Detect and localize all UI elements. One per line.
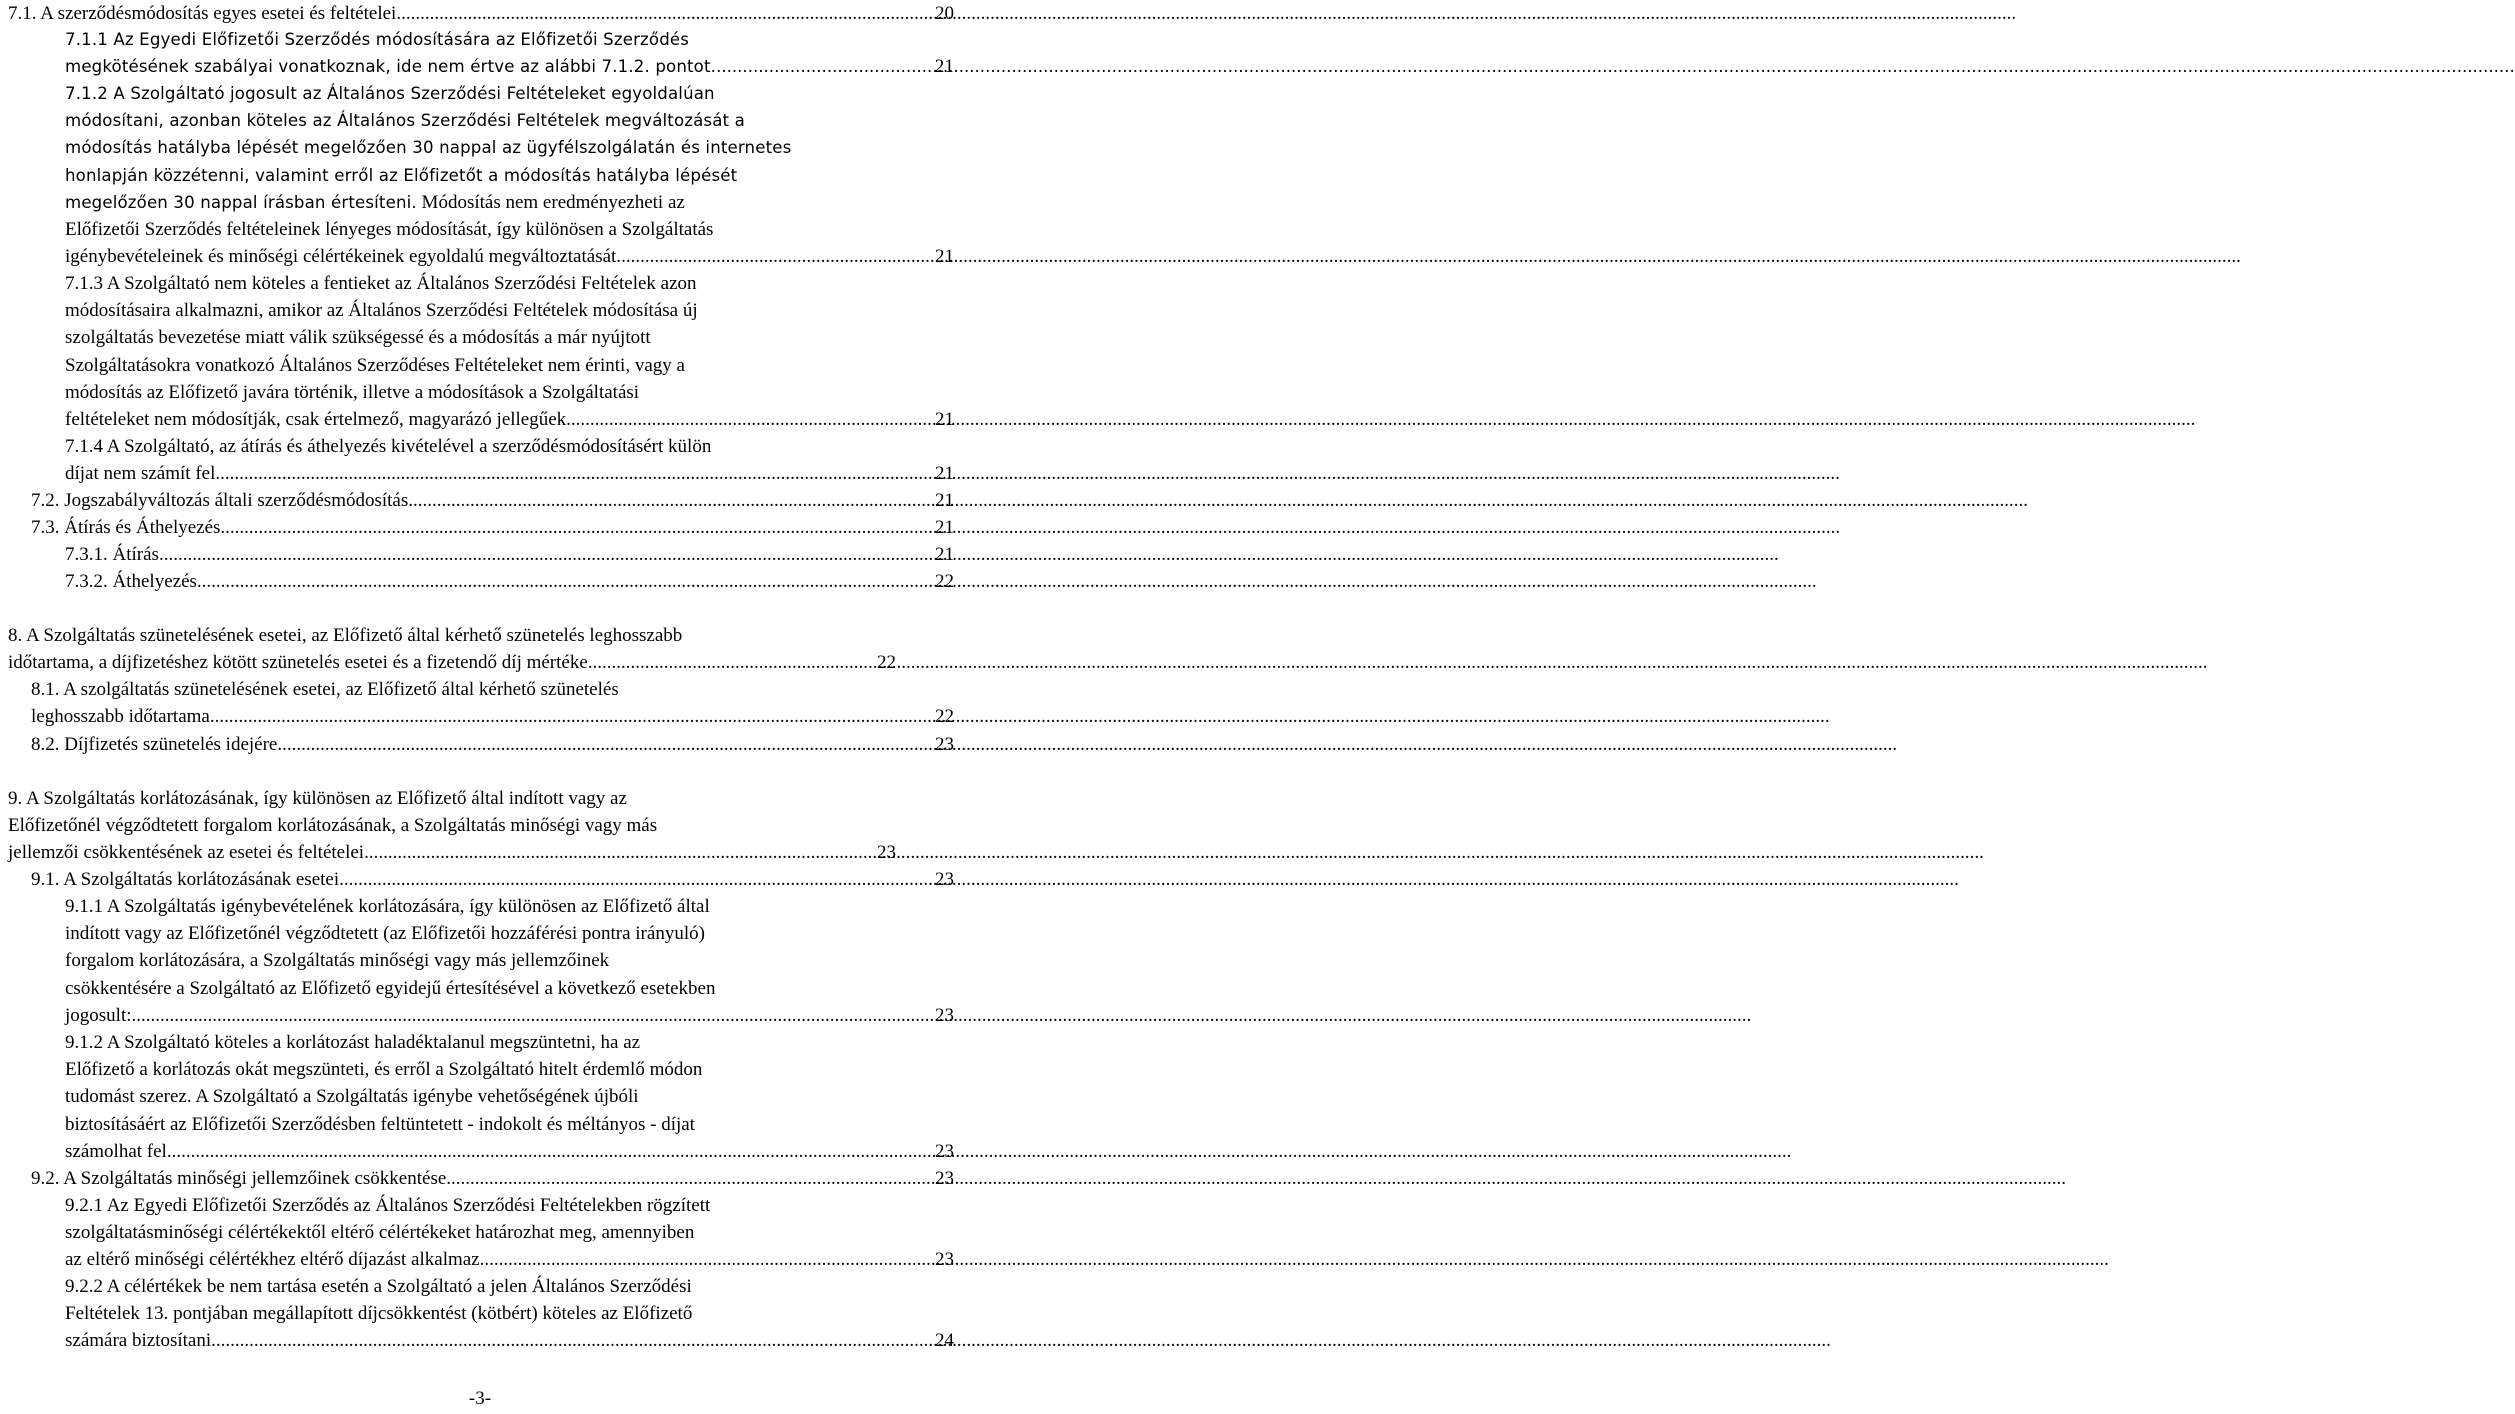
toc-entry-7-3-2[interactable] [65,568,954,595]
toc-entry-text: Előfizető a korlátozás okát megszünteti, és erről a Szolgáltató hitelt érdemlő módon [65,1059,703,1081]
toc-entry-text: időtartama, a díjfizetéshez kötött szünetelés esetei és a fizetendő díj mértéke [8,652,588,674]
toc-entry-7-1-3[interactable] [65,270,954,433]
toc-entry-text: az eltérő minőségi célértékhez eltérő díjazást alkalmaz.. [65,1249,490,1271]
toc-entry-text: igénybevételeinek és minőségi célértékeinek egyoldalú megváltoztatását. [65,246,622,268]
dot-leader [159,541,932,568]
toc-entry-text: 7.1.3 A Szolgáltató nem köteles a fentieket az Általános Szerződési Feltételek azon [65,273,697,294]
dot-leader [716,53,932,80]
toc-entry-text: tudomást szerez. A Szolgáltató a Szolgáltatás igénybe vehetőségének újbóli [65,1086,639,1108]
dot-leader [446,1165,932,1192]
toc-page-number: 22 [935,570,954,592]
toc-page-number: 22 [877,652,896,674]
toc-entry-text: Feltételek 13. pontjában megállapított díjcsökkentést (kötbért) köteles az Előfizető [65,1303,693,1325]
toc-entry-text: díjat nem számít fel. [65,463,221,485]
dot-leader [220,514,932,541]
toc-entry-9-1[interactable] [31,866,954,893]
dot-leader [210,703,932,730]
toc-entry-text: Szolgáltatásokra vonatkozó Általános Szerződéses Feltételeket nem érinti, vagy a [65,354,685,376]
toc-entry-text: feltételeket nem módosítják, csak értelmező, magyarázó jellegűek.. [65,408,576,430]
toc-entry-text: módosításaira alkalmazni, amikor az Általános Szerződési Feltételek módosítása új [65,300,698,322]
toc-entry-text: leghosszabb időtartama [31,706,210,728]
dot-leader [621,243,932,270]
toc-entry-text: 7.3. Átírás és Áthelyezés [31,516,221,538]
toc-entry-8-1[interactable] [31,676,954,730]
toc-entry-text: módosítás az Előfizető javára történik, illetve a módosítások a Szolgáltatási [65,381,640,403]
toc-entry-text: számolhat fel. [65,1140,172,1162]
dot-leader [408,487,932,514]
toc-entry-7-2[interactable] [31,487,954,514]
dot-leader [132,1002,932,1029]
toc-page-number: 21 [935,516,954,538]
toc-page-number: 23 [935,1167,954,1189]
toc-entry-text: megelőzően 30 nappal írásban értesíteni. [65,192,417,212]
toc-entry-text: jogosult: [65,1004,132,1026]
dot-leader [339,866,932,893]
toc-entry-text: szolgáltatásminőségi célértékektől eltérő célértékeket határozhat meg, amennyiben [65,1222,695,1244]
toc-page-number: 20 [935,2,954,24]
toc-entry-8-2[interactable] [31,731,954,758]
dot-leader [576,406,932,433]
toc-entry-7-1[interactable] [8,0,954,27]
dot-leader [364,839,877,866]
toc-entry-text: szolgáltatás bevezetése miatt válik szükségessé és a módosítás a már nyújtott [65,327,651,349]
toc-entry-text: számára biztosítani [65,1330,212,1352]
toc-page-number: 21 [934,56,954,78]
toc-entry-text: jellemzői csökkentésének az esetei és feltételei [8,842,365,864]
toc-entry-text: Módosítás nem eredményezheti az [421,191,685,213]
toc-page-number: 21 [935,489,954,511]
toc-entry-text: 7.2. Jogszabályváltozás általi szerződésmódosítás [31,489,409,511]
toc-entry-9-1-2[interactable] [65,1029,954,1165]
dot-leader [277,731,932,758]
toc-entry-text: indított vagy az Előfizetőnél végződtetett (az Előfizetői hozzáférési pontra irányuló) [65,923,705,945]
toc-entry-text: Előfizetői Szerződés feltételeinek lényeges módosítását, így különösen a Szolgáltatás [65,218,714,240]
toc-page-number: 22 [935,706,954,728]
toc-page-number: 23 [935,733,954,755]
toc-page-number: 23 [935,1140,954,1162]
toc-entry-text: 9.2.1 Az Egyedi Előfizetői Szerződés az Általános Szerződési Feltételekben rögzített [65,1195,711,1216]
dot-leader [172,1138,932,1165]
toc-entry-8[interactable] [8,622,896,676]
toc-entry-text: 7.3.1. Átírás [65,543,159,565]
toc-entry-text: 9.2. A Szolgáltatás minőségi jellemzőinek csökkentése [31,1167,447,1189]
toc-page-number: 23 [935,868,954,890]
toc-page-number: 23 [935,1249,954,1271]
toc-entry-text: biztosításáért az Előfizetői Szerződésben feltüntetett - indokolt és méltányos - díjat [65,1113,695,1135]
toc-entry-text: 8.2. Díjfizetés szünetelés idejére [31,733,278,755]
document-page [0,0,960,1414]
toc-entry-7-1-2[interactable] [65,80,954,270]
toc-entry-7-1-4[interactable] [65,433,954,487]
toc-entry-9-2[interactable] [31,1165,954,1192]
dot-leader [220,460,932,487]
toc-page-number: 21 [935,463,954,485]
toc-entry-text: 9.1. A Szolgáltatás korlátozásának esetei [31,868,340,890]
toc-entry-text: 8. A Szolgáltatás szünetelésének esetei, az Előfizető által kérhető szünetelés leghosszabb [8,625,683,646]
toc-entry-text: módosítani, azonban köteles az Általános Szerződési Feltételek megváltozását a [65,111,745,131]
toc-entry-text: 9.1.1 A Szolgáltatás igénybevételének korlátozására, így különösen az Előfizető által [65,896,710,917]
dot-leader [489,1246,932,1273]
toc-entry-text: 9.2.2 A célértékek be nem tartása esetén a Szolgáltató a jelen Általános Szerződési [65,1276,692,1297]
toc-entry-text: 8.1. A szolgáltatás szünetelésének esetei, az Előfizető által kérhető szünetelés [31,679,619,700]
toc-entry-text: csökkentésére a Szolgáltató az Előfizető egyidejű értesítésével a következő esetekben [65,977,716,999]
toc-entry-9[interactable] [8,785,896,867]
toc-page-number: 24 [935,1330,954,1352]
toc-entry-text: forgalom korlátozására, a Szolgáltatás minőségi vagy más jellemzőinek [65,950,610,972]
toc-entry-text: 7.1.4 A Szolgáltató, az átírás és áthelyezés kivételével a szerződésmódosításért külön [65,436,712,457]
toc-entry-text: 7.1.2 A Szolgáltató jogosult az Általános Szerződési Feltételeket egyoldalúan [65,84,715,103]
dot-leader [396,0,932,27]
toc-entry-9-2-1[interactable] [65,1192,954,1274]
toc-entry-text: 7.3.2. Áthelyezés [65,570,197,592]
dot-leader [211,1327,932,1354]
toc-entry-7-3-1[interactable] [65,541,954,568]
toc-page-number: 21 [935,543,954,565]
toc-entry-text: 7.1.1 Az Egyedi Előfizetői Szerződés módosítására az Előfizetői Szerződés [65,30,690,49]
toc-page-number: 23 [877,842,896,864]
toc-entry-text: megkötésének szabályai vonatkoznak, ide nem értve az alábbi 7.1.2. pontot. [65,57,717,77]
toc-entry-9-2-2[interactable] [65,1273,954,1355]
toc-entry-7-1-1[interactable] [65,26,954,80]
toc-entry-text: honlapján közzétenni, valamint erről az Előfizetőt a módosítás hatályba lépését [65,165,738,185]
toc-entry-9-1-1[interactable] [65,893,954,1029]
toc-entry-text: 9. A Szolgáltatás korlátozásának, így különösen az Előfizető által indított vagy az [8,788,627,809]
toc-page-number: 21 [935,246,954,268]
page-number-footer: -3- [468,1388,492,1409]
toc-entry-text: 7.1. A szerződésmódosítás egyes esetei és feltételei [8,2,397,24]
toc-page-number: 21 [935,408,954,430]
toc-entry-text: 9.1.2 A Szolgáltató köteles a korlátozást haladéktalanul megszüntetni, ha az [65,1032,641,1053]
toc-page-number: 23 [935,1004,954,1026]
toc-entry-text: Előfizetőnél végződtetett forgalom korlátozásának, a Szolgáltatás minőségi vagy más [8,815,658,837]
toc-entry-7-3[interactable] [31,514,954,541]
dot-leader [588,649,877,676]
toc-entry-text: módosítás hatályba lépését megelőzően 30 nappal az ügyfélszolgálatán és internetes [65,138,792,158]
dot-leader [197,568,932,595]
